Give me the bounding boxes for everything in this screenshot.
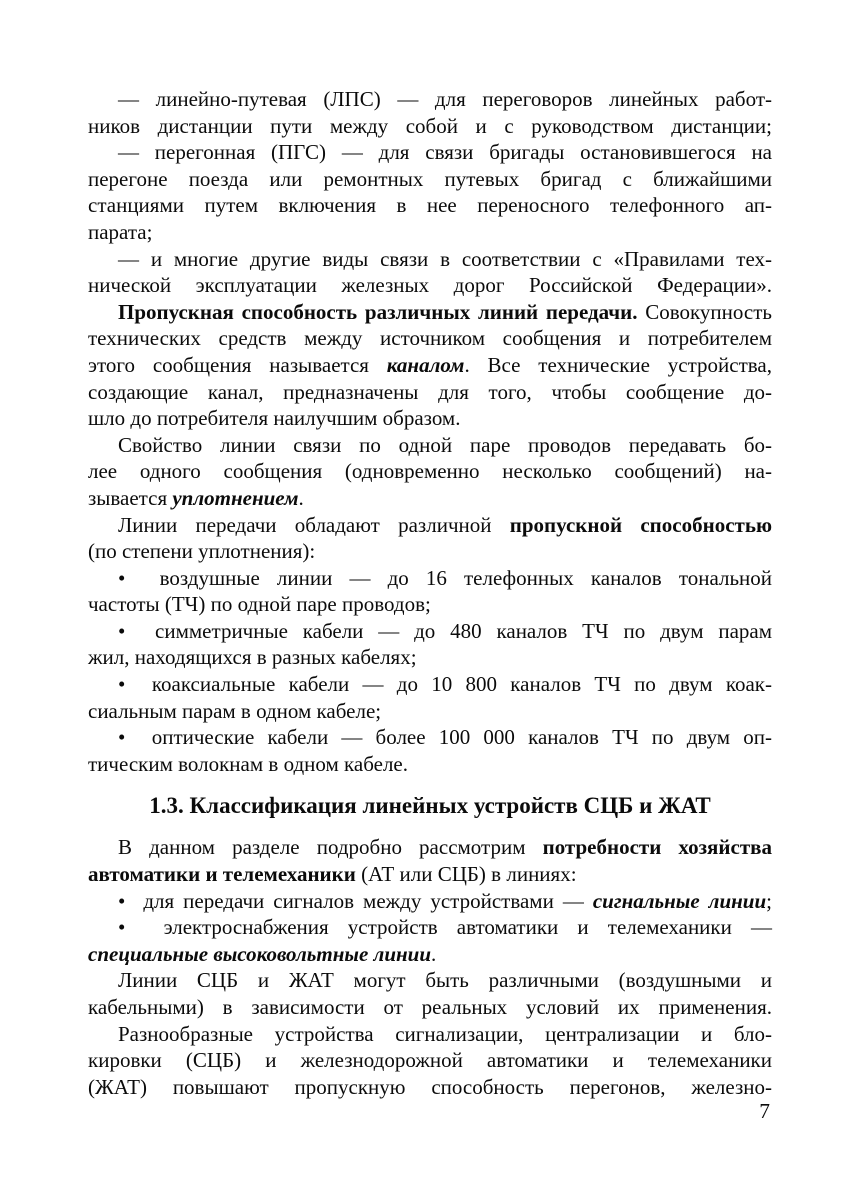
body-text: Совокупность: [637, 299, 772, 324]
body-text: (ЖАТ) повышают пропускную способность перегонов, железно-: [88, 1074, 772, 1099]
paragraph: [88, 967, 772, 1020]
text-line: [88, 861, 772, 888]
text-line: [88, 1074, 772, 1101]
bullet-item: [88, 888, 772, 915]
text-line: [88, 888, 772, 915]
body-text: • симметричные кабели — до 480 каналов ТЧ по двум парам: [118, 618, 772, 643]
text-line: [88, 299, 772, 326]
bold-text: пропускной способностью: [509, 512, 772, 537]
text-line: [88, 941, 772, 968]
body-text: • оптические кабели — более 100 000 каналов ТЧ по двум оп-: [118, 725, 772, 750]
bold-text: автоматики и телемеханики: [88, 862, 356, 887]
text-line: [88, 246, 772, 273]
text-line: [88, 325, 772, 352]
page-content: [88, 86, 772, 1100]
text-line: [88, 751, 772, 778]
body-text: .: [431, 941, 437, 966]
body-text: сиальным парам в одном кабеле;: [88, 698, 382, 723]
body-text: Свойство линии связи по одной паре проводов передавать бо-: [118, 432, 772, 457]
text-line: [88, 432, 772, 459]
bullet-item: [88, 565, 772, 618]
body-text: . Все технические устройства,: [464, 352, 772, 377]
body-text: кабельными) в зависимости от реальных условий их применения.: [88, 995, 772, 1019]
term-text: уплотнением: [172, 485, 299, 510]
text-line: [88, 113, 772, 140]
text-line: [88, 219, 772, 246]
paragraph: [88, 512, 772, 565]
body-text: жил, находящихся в разных кабелях;: [88, 645, 417, 670]
paragraph: [88, 246, 772, 299]
text-line: [88, 671, 772, 698]
paragraph: [88, 86, 772, 139]
paragraph: [88, 834, 772, 887]
text-line: [88, 272, 772, 299]
text-line: [88, 1021, 772, 1048]
body-text: • электроснабжения устройств автоматики и телемеханики —: [118, 915, 772, 940]
text-line: [88, 698, 772, 725]
body-text: лее одного сообщения (одновременно несколько сообщений) на-: [88, 459, 772, 484]
text-line: [88, 791, 772, 821]
term-text: сигнальные линии: [592, 888, 767, 913]
term-text: каналом: [386, 352, 465, 377]
bullet-item: [88, 671, 772, 724]
body-text: (АТ или СЦБ) в линиях:: [355, 862, 577, 887]
body-text: В данном разделе подробно рассмотрим: [118, 835, 543, 860]
body-text: • для передачи сигналов между устройствами —: [118, 888, 593, 913]
body-text: Линии передачи обладают различной: [118, 512, 510, 537]
paragraph: [88, 299, 772, 432]
page-number: 7: [759, 1099, 770, 1123]
section-heading: [88, 791, 772, 821]
text-line: [88, 512, 772, 539]
term-text: специальные высоковольтные линии: [88, 941, 432, 966]
text-line: [88, 139, 772, 166]
body-text: ;: [766, 888, 772, 913]
text-line: [88, 967, 772, 994]
body-text: тическим волокнам в одном кабеле.: [88, 751, 409, 776]
body-text: нической эксплуатации железных дорог Российской Федерации».: [88, 273, 772, 298]
text-line: [88, 485, 772, 512]
text-line: [88, 724, 772, 751]
bullet-item: [88, 914, 772, 967]
text-line: [88, 379, 772, 406]
body-text: (по степени уплотнения):: [88, 539, 316, 564]
paragraph: [88, 1021, 772, 1101]
body-text: • коаксиальные кабели — до 10 800 каналов ТЧ по двум коак-: [118, 672, 772, 697]
text-line: [88, 994, 772, 1021]
body-text: — линейно-путевая (ЛПС) — для переговоров линейных работ-: [118, 87, 772, 111]
paragraph: [88, 139, 772, 245]
bold-text: 1.3. Классификация линейных устройств СЦБ и ЖАТ: [149, 793, 711, 819]
body-text: — перегонная (ПГС) — для связи бригады остановившегося на: [118, 140, 772, 165]
body-text: • воздушные линии — до 16 телефонных каналов тональной: [118, 565, 772, 590]
body-text: Разнообразные устройства сигнализации, централизации и бло-: [118, 1021, 772, 1046]
body-text: частоты (ТЧ) по одной паре проводов;: [88, 592, 431, 617]
body-text: ников дистанции пути между собой и с руководством дистанции;: [88, 113, 772, 138]
body-text: этого сообщения называется: [88, 352, 387, 377]
text-line: [88, 405, 772, 432]
text-line: [88, 166, 772, 193]
body-text: шло до потребителя наилучшим образом.: [88, 406, 461, 431]
text-line: [88, 458, 772, 485]
bullet-item: [88, 618, 772, 671]
body-text: технических средств между источником сообщения и потребителем: [88, 326, 772, 351]
body-text: кировки (СЦБ) и железнодорожной автоматики и телемеханики: [88, 1048, 772, 1073]
text-line: [88, 192, 772, 219]
bold-text: Пропускная способность различных линий передачи.: [118, 299, 638, 324]
text-line: [88, 352, 772, 379]
bold-text: потребности хозяйства: [542, 835, 772, 860]
body-text: — и многие другие виды связи в соответствии с «Правилами тех-: [118, 246, 772, 271]
text-line: [88, 834, 772, 861]
body-text: зывается: [88, 485, 173, 510]
body-text: станциями путем включения в нее переносного телефонного ап-: [88, 193, 772, 218]
bullet-item: [88, 724, 772, 777]
body-text: Линии СЦБ и ЖАТ могут быть различными (воздушными и: [118, 968, 772, 993]
body-text: .: [298, 485, 304, 510]
body-text: парата;: [88, 219, 153, 244]
paragraph: [88, 432, 772, 512]
text-line: [88, 644, 772, 671]
text-line: [88, 538, 772, 565]
text-line: [88, 565, 772, 592]
text-line: [88, 914, 772, 941]
text-line: [88, 1047, 772, 1074]
text-line: [88, 591, 772, 618]
body-text: создающие канал, предназначены для того, чтобы сообщение до-: [88, 379, 772, 404]
text-line: [88, 618, 772, 645]
text-line: [88, 86, 772, 113]
body-text: перегоне поезда или ремонтных путевых бригад с ближайшими: [88, 166, 772, 191]
